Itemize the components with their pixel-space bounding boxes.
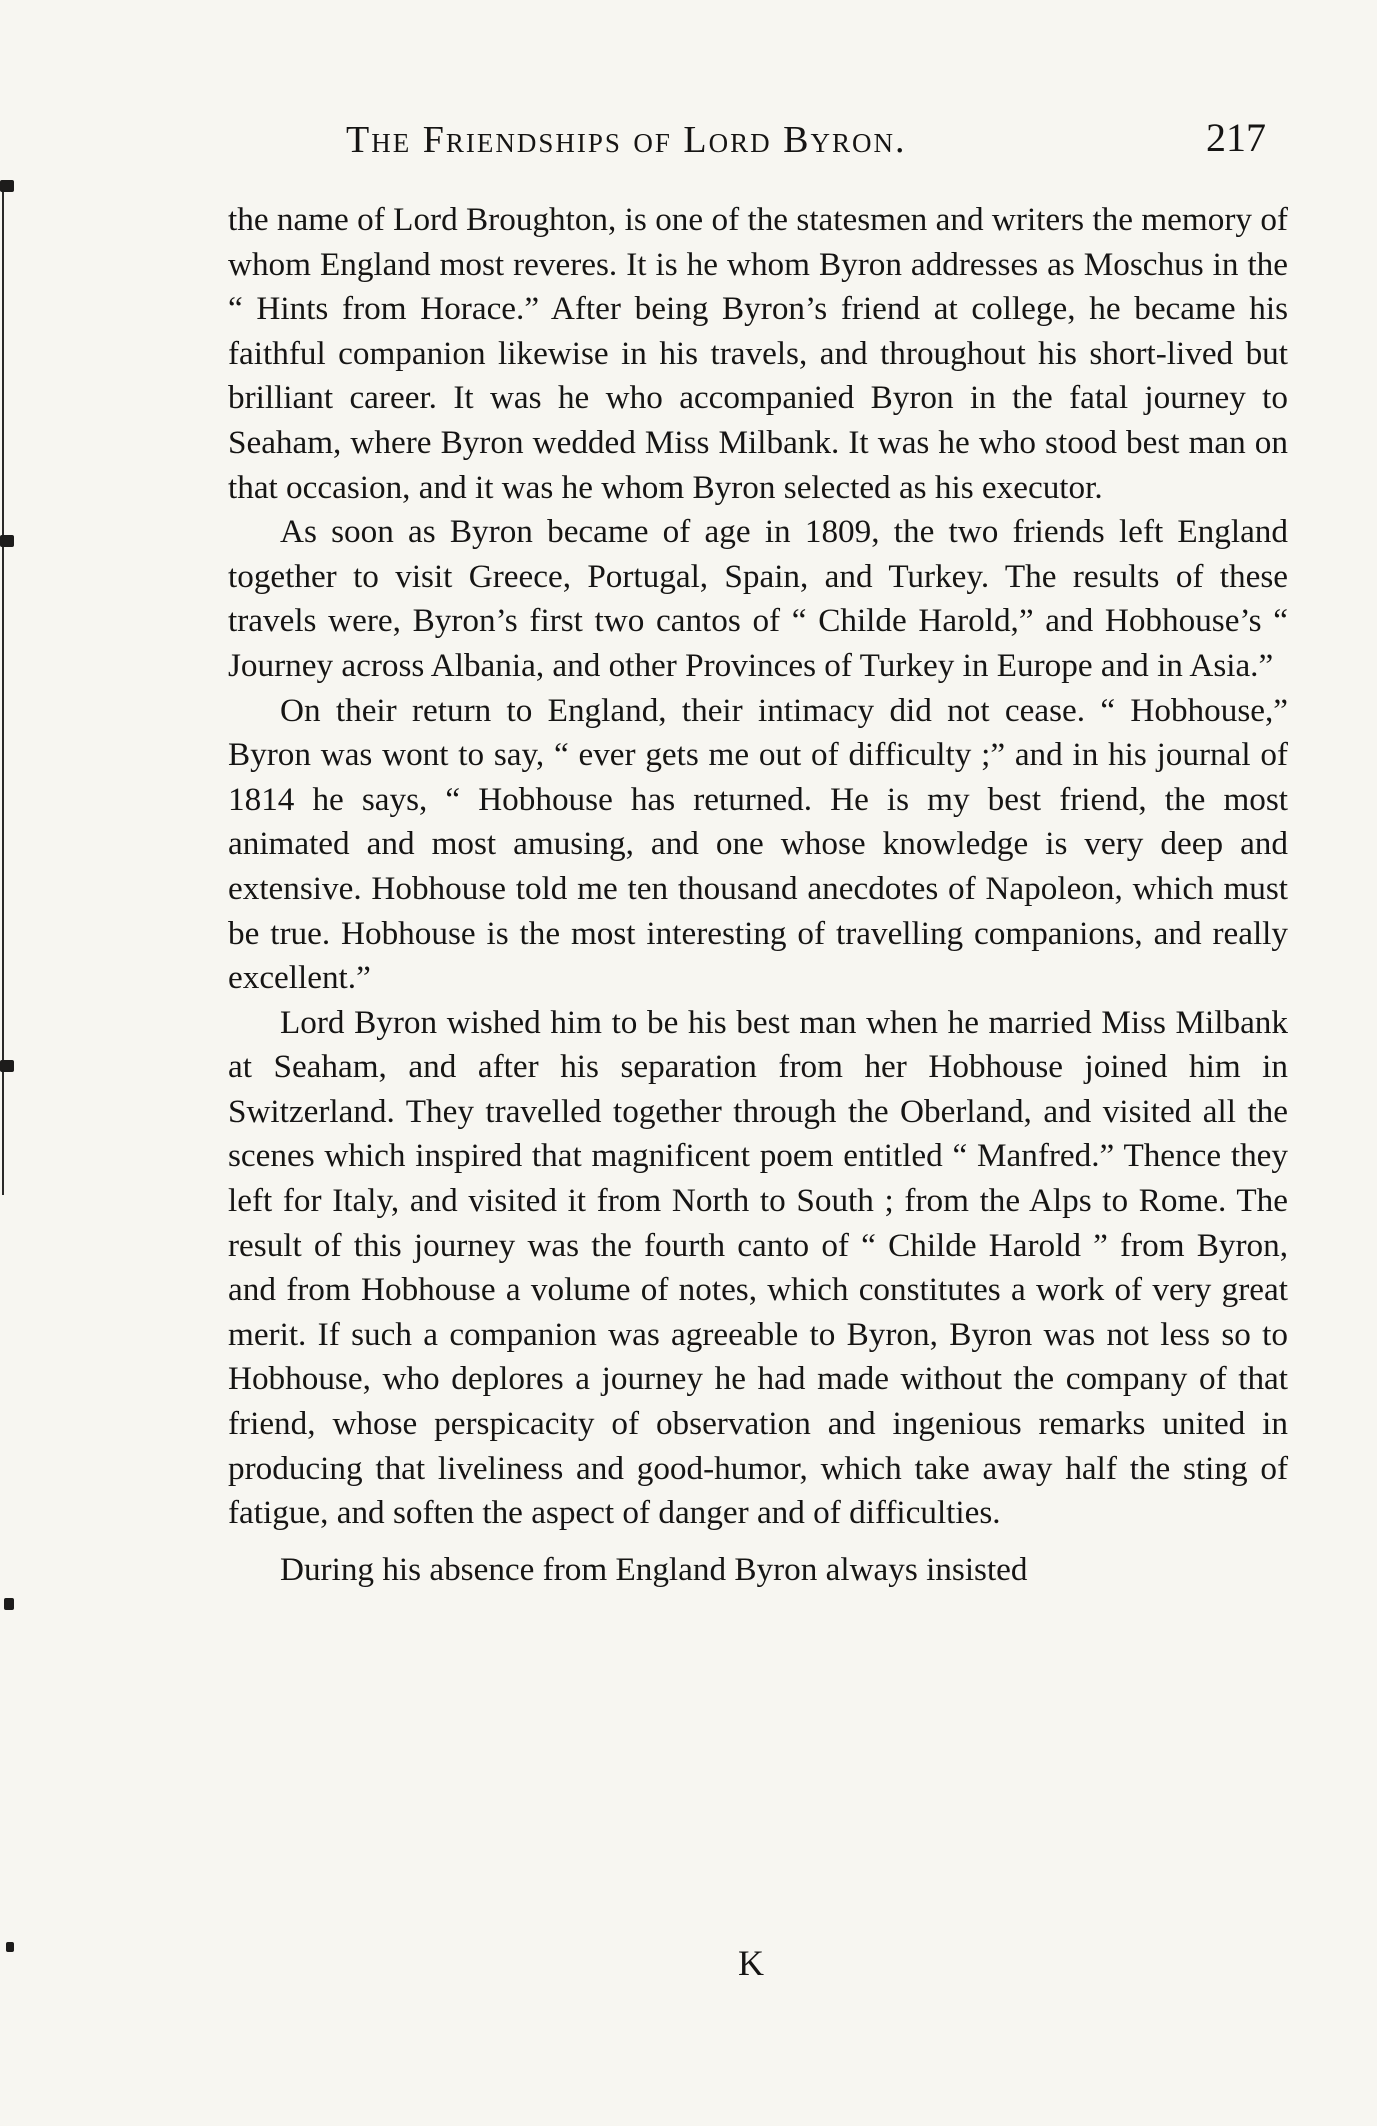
margin-mark	[6, 1942, 14, 1952]
paragraph: Lord Byron wished him to be his best man when he married Miss Milbank at Seaham, and after his separation from her Hobhouse joined him in Switzerland. They travelled together through the Oberland, and visited all the scenes which inspired that magnificent poem entitled “ Manfred.” Thence they left for Italy, and visited it from North to South ; from the Alps to Rome. The result of this journey was the fourth canto of “ Childe Harold ” from Byron, and from Hobhouse a volume of notes, which constitutes a work of very great merit. If such a companion was agreeable to Byron, Byron was not less so to Hobhouse, who deplores a journey he had made without the company of that friend, whose perspicacity of observation and ingenious remarks united in producing that liveliness and good-humor, which take away half the sting of fatigue, and soften the aspect of danger and of difficulties.	[228, 1003, 1288, 1532]
signature-mark: K	[738, 1943, 764, 1983]
margin-mark	[4, 1598, 14, 1610]
running-head	[228, 112, 1288, 172]
paragraph: the name of Lord Broughton, is one of the statesmen and writers the memory of whom England most reveres. It is he whom Byron addresses as Moschus in the “ Hints from Horace.” After being Byron’s friend at college, he became his faithful companion likewise in his travels, and throughout his short-lived but brilliant career. It was he who accompanied Byron in the fatal journey to Seaham, where Byron wedded Miss Milbank. It was he who stood best man on that occasion, and it was he whom Byron selected as his executor.	[228, 201, 1288, 506]
paragraph: During his absence from England Byron always insisted	[280, 1550, 1028, 1588]
paragraph: As soon as Byron became of age in 1809, the two friends left England together to visit Greece, Portugal, Spain, and Turkey. The results of these travels were, Byron’s first two cantos of “ Childe Harold,” and Hobhouse’s “ Journey across Albania, and other Provinces of Turkey in Europe and in Asia.”	[228, 513, 1288, 684]
paragraph: On their return to England, their intimacy did not cease. “ Hobhouse,” Byron was wont to say, “ ever gets me out of difficulty ;” and in his journal of 1814 he says, “ Hobhouse has returned. He is my best friend, the most animated and most amusing, and one whose knowledge is very deep and extensive. Hobhouse told me ten thousand anecdotes of Napoleon, which must be true. Hobhouse is the most interesting of travelling companions, and really excellent.”	[228, 691, 1288, 997]
body-text	[228, 198, 1288, 1592]
page-number: 217	[1206, 115, 1266, 160]
running-head-title: The Friendships of Lord Byron.	[346, 119, 907, 161]
margin-mark	[0, 535, 14, 547]
page-edge-line	[2, 185, 4, 1195]
book-page	[228, 112, 1288, 1592]
margin-mark	[0, 180, 14, 192]
margin-mark	[0, 1060, 14, 1072]
